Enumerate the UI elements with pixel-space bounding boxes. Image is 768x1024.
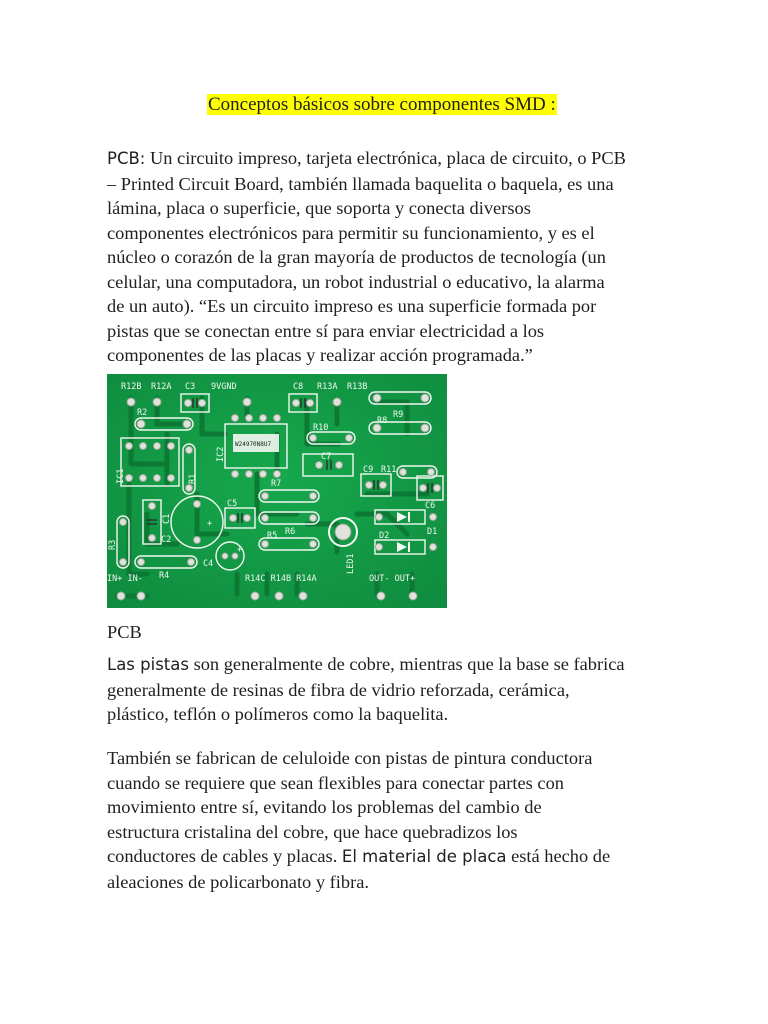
pcb-board-image — [107, 374, 447, 608]
label-plus-c-large: + — [207, 519, 213, 529]
paragraph-line: pistas que se conectan entre sí para enviar electricidad a los — [107, 320, 545, 341]
paragraph-line — [107, 844, 667, 870]
tracks-paragraph — [107, 652, 667, 727]
label-r8: R8 — [377, 416, 388, 426]
paragraph-line — [107, 652, 667, 678]
label-c4: C4 — [203, 559, 214, 569]
paragraph-line: componentes de las placas y realizar acción programada.” — [107, 345, 533, 365]
paragraph-line: de un auto). “Es un circuito impreso es una superficie formada por — [107, 296, 597, 316]
paragraph-line: movimiento entre sí, evitando los problemas del cambio de — [107, 797, 542, 817]
label-r9: R9 — [393, 410, 404, 420]
pcb-lead-term: PCB: — [107, 149, 146, 168]
paragraph-line: cuando se requiere que sean flexibles para conectar partes con — [107, 772, 564, 793]
label-r7: R7 — [271, 479, 282, 489]
led-pad — [335, 524, 351, 540]
label-in: IN+ IN- — [107, 574, 143, 584]
material-term: El material de placa — [341, 847, 507, 866]
tracks-lead-term: Las pistas — [107, 655, 189, 674]
title-highlight: Conceptos básicos sobre componentes SMD : — [208, 94, 556, 115]
paragraph-line: – Printed Circuit Board, también llamada baquelita o baquela, es una — [107, 173, 614, 194]
label-r3: R3 — [108, 539, 118, 550]
label-c6: C6 — [425, 501, 436, 511]
label-r12a: R12A — [151, 382, 172, 392]
label-r5: R5 — [267, 531, 278, 541]
label-c9: C9 — [363, 465, 374, 475]
paragraph-text: Un circuito impreso, tarjeta electrónica, placa de circuito, o PCB — [145, 148, 626, 168]
paragraph-text: conductores de cables y placas. — [107, 846, 342, 866]
paragraph-line: lámina, placa o superficie, que soporta y conecta diversos — [107, 198, 531, 218]
label-led1: LED1 — [346, 553, 356, 574]
paragraph-text: son generalmente de cobre, mientras que la base se fabrica — [188, 654, 625, 674]
label-d2: D2 — [379, 531, 390, 541]
label-c7: C7 — [321, 452, 332, 462]
label-c5: C5 — [227, 499, 238, 509]
paragraph-line: También se fabrican de celuloide con pistas de pintura conductora — [107, 748, 593, 768]
label-c1: C1 — [162, 513, 172, 524]
paragraph-line — [107, 146, 667, 172]
label-r12b: R12B — [121, 382, 142, 392]
image-caption: PCB — [107, 622, 142, 642]
label-r4: R4 — [159, 571, 170, 581]
label-r13b: R13B — [347, 382, 368, 392]
label-ic1: IC1 — [116, 468, 126, 484]
label-c3: C3 — [185, 382, 196, 392]
pcb-definition-paragraph — [107, 146, 667, 368]
label-r11: R11 — [381, 465, 397, 475]
paragraph-line: componentes electrónicos para permitir su funcionamiento, y es el — [107, 222, 595, 243]
document-title — [207, 93, 557, 117]
label-ic2: IC2 — [216, 446, 226, 462]
label-plus-c4: + — [237, 545, 243, 555]
label-r10: R10 — [313, 423, 329, 433]
label-9vgnd: 9VGND — [211, 382, 237, 392]
label-c8: C8 — [293, 382, 304, 392]
paragraph-line: núcleo o corazón de la gran mayoría de productos de tecnología (un — [107, 247, 606, 267]
label-d1: D1 — [427, 527, 438, 537]
paragraph-line: aleaciones de policarbonato y fibra. — [107, 871, 369, 892]
celluloid-paragraph — [107, 746, 667, 894]
label-r1: R1 — [188, 473, 198, 484]
label-r13a: R13A — [317, 382, 338, 392]
paragraph-line: plástico, teflón o polímeros como la baquelita. — [107, 704, 449, 724]
label-r14: R14C R14B R14A — [245, 574, 317, 584]
label-r2: R2 — [137, 408, 148, 418]
label-r6: R6 — [285, 527, 296, 537]
label-chip: W24970N8U7 — [235, 441, 272, 448]
paragraph-line: generalmente de resinas de fibra de vidrio reforzada, cerámica, — [107, 679, 570, 700]
label-c2: C2 — [161, 535, 172, 545]
label-out: OUT- OUT+ — [369, 574, 416, 584]
paragraph-line: celular, una computadora, un robot industrial o educativo, la alarma — [107, 271, 605, 292]
paragraph-line: estructura cristalina del cobre, que hace quebradizos los — [107, 821, 518, 842]
paragraph-text: está hecho de — [506, 846, 611, 866]
